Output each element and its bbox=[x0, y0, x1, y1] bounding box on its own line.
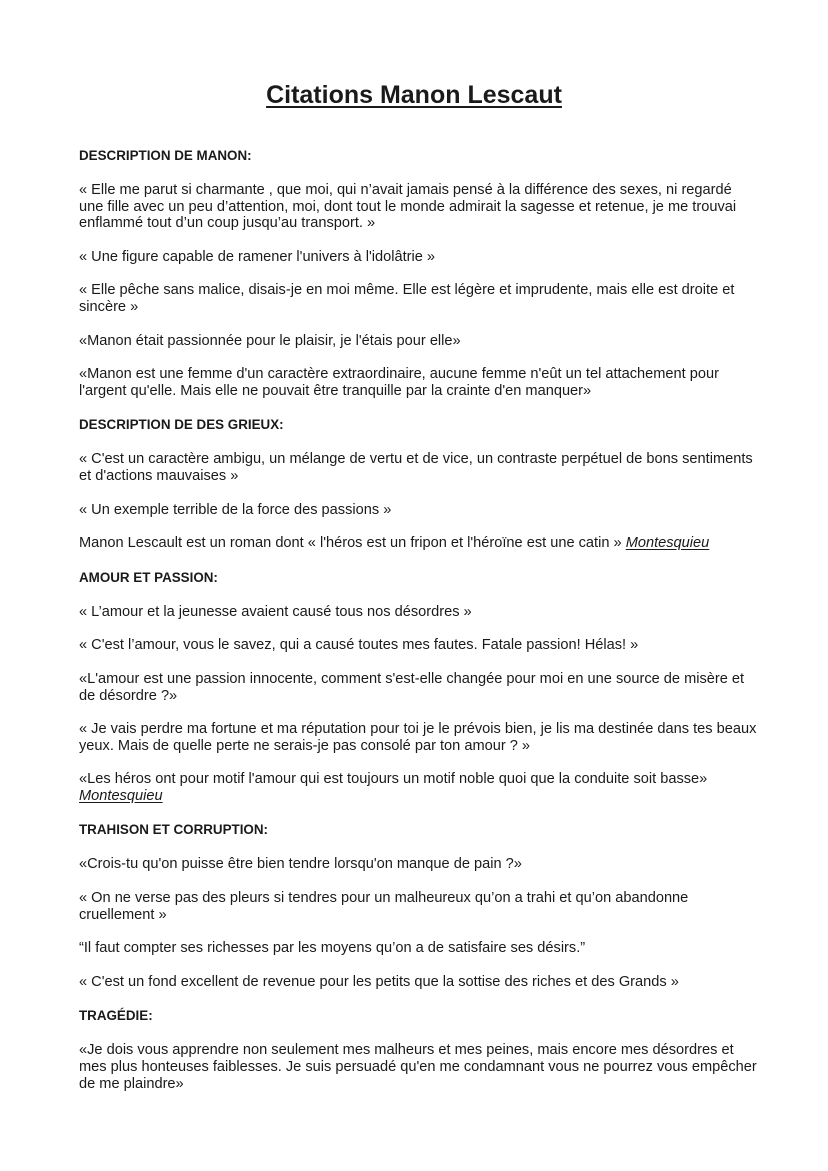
quote-author: Montesquieu bbox=[79, 787, 163, 804]
section-heading: AMOUR ET PASSION: bbox=[79, 569, 218, 585]
page-title: Citations Manon Lescaut bbox=[266, 81, 562, 109]
quote-paragraph: «Crois-tu qu'on puisse être bien tendre lorsqu'on manque de pain ?» bbox=[79, 856, 522, 873]
quote-paragraph: «L'amour est une passion innocente, comment s'est-elle changée pour moi en une source de misère et de désordre ?» bbox=[79, 670, 745, 704]
quote-author: Montesquieu bbox=[625, 535, 710, 552]
quote-paragraph: « Elle pêche sans malice, disais-je en moi même. Elle est légère et imprudente, mais elle est droite et sincère » bbox=[79, 282, 735, 315]
quote-paragraph: « C'est l’amour, vous le savez, qui a causé toutes mes fautes. Fatale passion! Hélas! » bbox=[79, 637, 639, 654]
document-body bbox=[79, 147, 759, 1109]
section-heading: TRAHISON ET CORRUPTION: bbox=[79, 822, 268, 838]
quote-paragraph: « C'est un caractère ambigu, un mélange de vertu et de vice, un contraste perpétuel de bons sentiments et d'actions mauvaises » bbox=[79, 451, 753, 484]
quote-paragraph: “Il faut compter ses richesses par les moyens qu’on a de satisfaire ses désirs.” bbox=[79, 940, 586, 957]
quote-paragraph: «Manon est une femme d'un caractère extraordinaire, aucune femme n'eût un tel attachement pour l'argent qu'elle. Mais elle ne pouvait être tranquille par la crainte d'en manquer» bbox=[79, 366, 719, 399]
quote-paragraph bbox=[79, 771, 759, 804]
quote-paragraph: « On ne verse pas des pleurs si tendres pour un malheureux qu’on a trahi et qu’on abandonne cruellement » bbox=[79, 890, 689, 923]
quote-text: Manon Lescault est un roman dont « l'héros est un fripon et l'héroïne est une catin » bbox=[79, 535, 626, 552]
quote-paragraph: « Une figure capable de ramener l'univers à l'idolâtrie » bbox=[79, 248, 436, 265]
quote-paragraph: « Un exemple terrible de la force des passions » bbox=[79, 501, 392, 518]
section-heading: DESCRIPTION DE DES GRIEUX: bbox=[79, 417, 284, 433]
section-heading: TRAGÉDIE: bbox=[79, 1008, 153, 1024]
section-heading: DESCRIPTION DE MANON: bbox=[79, 148, 252, 163]
quote-paragraph: « L’amour et la jeunesse avaient causé tous nos désordres » bbox=[79, 603, 472, 620]
quote-paragraph: « Je vais perdre ma fortune et ma réputation pour toi je le prévois bien, je lis ma destinée dans tes beaux yeux. Mais de quelle perte ne serais-je pas consolé par ton amour ? » bbox=[79, 721, 757, 754]
quote-paragraph: « Elle me parut si charmante , que moi, qui n’avait jamais pensé à la différence des sexes, ni regardé une fille avec un peu d’attention, moi, dont tout le monde admirait la sagesse et retenue, je me trouvai enflammé tout d’un coup jusqu’au transport. » bbox=[79, 182, 737, 232]
quote-paragraph: «Manon était passionnée pour le plaisir, je l'étais pour elle» bbox=[79, 332, 461, 349]
quote-paragraph: «Je dois vous apprendre non seulement mes malheurs et mes peines, mais encore mes désordres et mes plus honteuses faiblesses. Je suis persuadé qu'en me condamnant vous ne pourrez vous empêcher de me plaindre» bbox=[79, 1042, 757, 1092]
quote-paragraph: « C'est un fond excellent de revenue pour les petits que la sottise des riches et des Grands » bbox=[79, 973, 679, 990]
quote-text: «Les héros ont pour motif l'amour qui est toujours un motif noble quoi que la conduite soit basse» bbox=[79, 771, 708, 788]
quote-paragraph bbox=[79, 535, 759, 552]
